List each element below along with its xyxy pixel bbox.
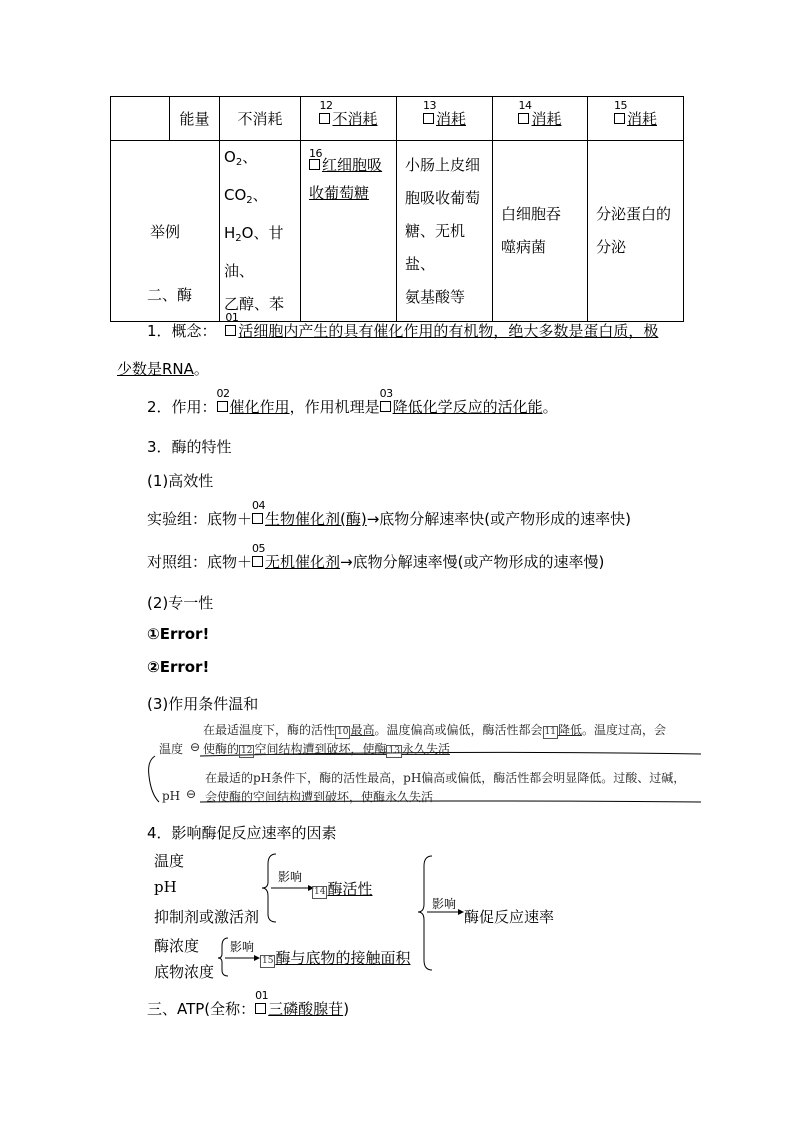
section-title-enzyme: 二、酶 [147, 286, 193, 304]
affect-label: 影响 [432, 897, 457, 911]
factor-item: pH [154, 878, 177, 896]
affect-label: 影响 [230, 940, 255, 954]
table-label-example: 举例 [111, 141, 220, 322]
table-cell: 白细胞吞 噬病菌 [493, 141, 588, 322]
temperature-text-2: 使酶的 12 空间结构遭到破坏，使酶 13 永久失活 [203, 742, 450, 756]
ph-label: pH [162, 789, 181, 803]
table-cell: $O_2$、$CO_2$、 $H_2O$、甘油、 乙醇、苯 [220, 141, 301, 322]
ph-text-2: 会使酶的空间结构遭到破坏，使酶永久失活 [205, 790, 434, 804]
reaction-rate: 酶促反应速率 [464, 908, 555, 926]
factors-title: 4．影响酶促反应速率的因素 [147, 824, 337, 842]
table-cell: 分泌蛋白的 分泌 [588, 141, 684, 322]
factor-item: 底物浓度 [154, 963, 215, 981]
circle-icon: ⊖ [190, 740, 201, 754]
temperature-text-1: 在最适温度下，酶的活性 10 最高。温度偏高或偏低，酶活性都会 11 降低。温度过高，会 [203, 723, 666, 737]
temperature-label: 温度 [159, 742, 184, 756]
target-contact-area: 15 酶与底物的接触面积 [262, 949, 411, 967]
factor-item: 酶浓度 [154, 937, 200, 955]
table-cell: 14 消耗 [493, 97, 588, 141]
target-enzyme-activity: 14 酶活性 [314, 880, 373, 898]
property-3: (3)作用条件温和 [147, 695, 259, 713]
table-empty-cell [111, 97, 170, 141]
table-cell: 16 红细胞吸 收葡萄糖 [301, 141, 397, 322]
function-line: 2．作用： 02 催化作用，作用机理是 03 降低化学反应的活化能。 [147, 387, 558, 416]
error-line-2: ②Error! [147, 658, 210, 676]
circle-icon: ⊖ [186, 787, 197, 801]
factor-item: 抑制剂或激活剂 [154, 908, 260, 926]
factor-item: 温度 [154, 852, 185, 870]
table-cell: 15 消耗 [588, 97, 684, 141]
table-cell: 13 消耗 [397, 97, 493, 141]
ph-text-1: 在最适的pH条件下，酶的活性最高，pH偏高或偏低，酶活性都会明显降低。过酸、过碱， [205, 771, 686, 785]
table-cell: 小肠上皮细 胞吸收葡萄 糖、无机盐、 氨基酸等 [397, 141, 493, 322]
property-2: (2)专一性 [147, 594, 214, 612]
table-label-energy: 能量 [170, 97, 220, 141]
table-cell: 不消耗 [220, 97, 301, 141]
property-1: (1)高效性 [147, 472, 214, 490]
properties-title: 3．酶的特性 [147, 438, 232, 456]
section-title-atp: 三、ATP(全称： 01 三磷酸腺苷) [147, 989, 350, 1018]
affect-label: 影响 [278, 870, 303, 884]
concept-line-2: 少数是RNA。 [117, 360, 209, 378]
experiment-group-line: 实验组：底物＋ 04 生物催化剂(酶)→底物分解速率快(或产物形成的速率快) [147, 499, 632, 528]
concept-line: 1．概念： 01 活细胞内产生的具有催化作用的有机物，绝大多数是蛋白质，极 [147, 311, 659, 340]
error-line-1: ①Error! [147, 625, 210, 643]
table-cell: 12 不消耗 [301, 97, 397, 141]
transport-table [110, 96, 684, 322]
control-group-line: 对照组：底物＋ 05 无机催化剂→底物分解速率慢(或产物形成的速率慢) [147, 542, 605, 571]
